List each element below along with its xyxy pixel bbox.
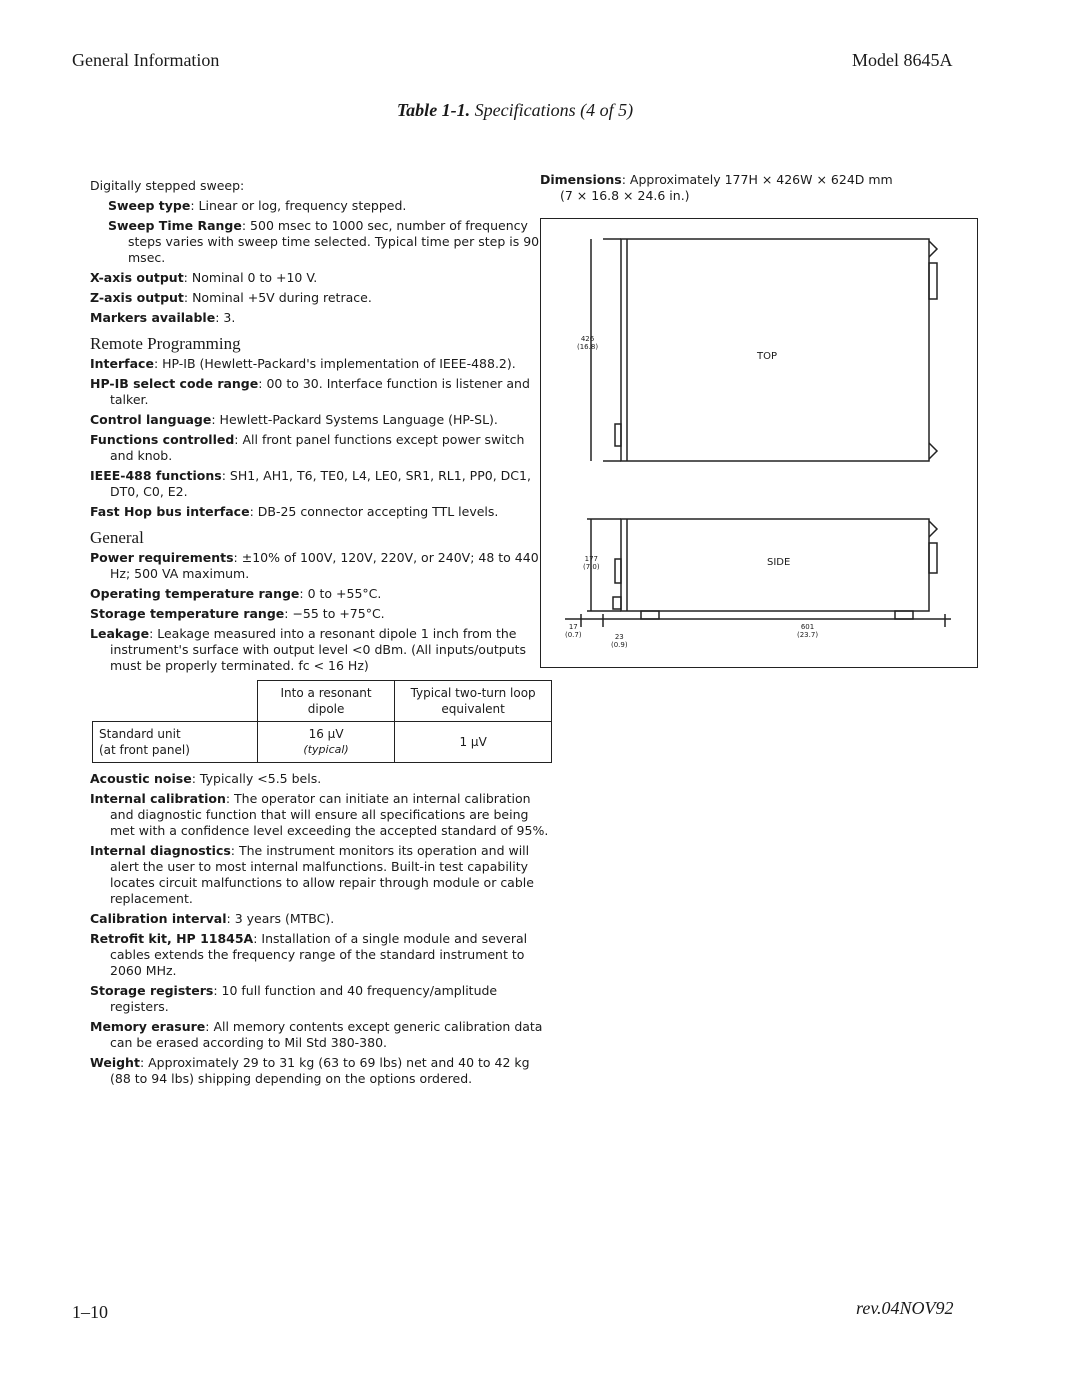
height-dimension-label: 177 (7.0) [583,555,600,571]
sweep-heading: Digitally stepped sweep: [90,178,245,193]
top-view-label: TOP [757,351,778,362]
dimensions-drawing [540,218,978,668]
chassis-drawing-svg [541,219,977,667]
page-number: 1–10 [72,1302,108,1322]
spec-item: Calibration interval: 3 years (MTBC). [90,911,335,926]
leakage-col-loop: Typical two-turn loop equivalent [395,681,552,722]
spec-item: Weight: Approximately 29 to 31 kg (63 to 69 lbs) net and 40 to 42 kg (88 to 94 lbs) shipping depending on the options ordered. [90,1055,530,1086]
spec-item: Retrofit kit, HP 11845A: Installation of a single module and several cables extends the frequency range of the standard instrument to 2060 MHz. [90,931,528,978]
spec-item: Storage registers: 10 full function and 40 frequency/amplitude registers. [90,983,498,1014]
spec-item: Sweep type: Linear or log, frequency stepped. [108,198,407,213]
top-view-body [621,239,929,461]
spec-item: Acoustic noise: Typically <5.5 bels. [90,771,322,786]
spec-item: HP-IB select code range: 00 to 30. Interface function is listener and talker. [90,376,530,407]
panel-dimension-label: 23 (0.9) [611,633,628,649]
general-heading: General [90,528,144,547]
width-dimension-label: 426 (16.8) [577,335,599,351]
spec-item: Fast Hop bus interface: DB-25 connector accepting TTL levels. [90,504,499,519]
side-view-label: SIDE [767,557,791,568]
leakage-row-label: Standard unit (at front panel) [93,722,258,763]
spec-item: Sweep Time Range: 500 msec to 1000 sec, number of frequency steps varies with sweep time selected. Typical time per step is 90 msec. [108,218,540,265]
table-caption [0,100,1030,121]
spec-item: Z-axis output: Nominal +5V during retrace. [90,290,372,305]
leakage-col-dipole: Into a resonant dipole [257,681,394,722]
foot-dimension-label: 17 (0.7) [565,623,582,639]
spec-item: Internal diagnostics: The instrument monitors its operation and will alert the user to most internal malfunctions. Built-in test capability locates circuit malfunctions to allow repair through module or cable replacement. [90,843,534,906]
spec-item: Control language: Hewlett-Packard Systems Language (HP-SL). [90,412,498,427]
spec-item: Storage temperature range: −55 to +75°C. [90,606,385,621]
left-column [90,178,550,1091]
spec-item: Leakage: Leakage measured into a resonant dipole 1 inch from the instrument's surface with output level <0 dBm. (All inputs/outputs must be properly terminated. fc < 16 Hz) [90,626,527,673]
spec-item: Markers available: 3. [90,310,236,325]
leakage-dipole-value: 16 µV (typical) [257,722,394,763]
spec-item: Operating temperature range: 0 to +55°C. [90,586,382,601]
leakage-loop-value: 1 µV [395,722,552,763]
leakage-table [92,680,552,763]
spec-item: Power requirements: ±10% of 100V, 120V, 220V, or 240V; 48 to 440 Hz; 500 VA maximum. [90,550,539,581]
spec-item: Internal calibration: The operator can initiate an internal calibration and diagnostic function that will ensure all specifications are being met with a confidence level exceeding the accepted standard of 95%. [90,791,549,838]
spec-item: Functions controlled: All front panel functions except power switch and knob. [90,432,525,463]
caption-title: Specifications (4 of 5) [474,100,634,120]
spec-item: X-axis output: Nominal 0 to +10 V. [90,270,318,285]
dimensions-text: Dimensions: Approximately 177H × 426W × 624D mm (7 × 16.8 × 24.6 in.) [540,172,893,203]
spec-item: Memory erasure: All memory contents except generic calibration data can be erased according to Mil Std 380-380. [90,1019,543,1050]
caption-label: Table 1-1. [396,100,471,120]
depth-dimension-label: 601 (23.7) [797,623,819,639]
spec-item: IEEE-488 functions: SH1, AH1, T6, TE0, L4, LE0, SR1, RL1, PP0, DC1, DT0, C0, E2. [90,468,531,499]
header-model-number: Model 8645A [852,50,953,70]
remote-programming-heading: Remote Programming [90,334,241,353]
revision-date: rev.04NOV92 [856,1298,954,1318]
header-section-title: General Information [72,50,220,70]
spec-item: Interface: HP-IB (Hewlett-Packard's implementation of IEEE-488.2). [90,356,516,371]
